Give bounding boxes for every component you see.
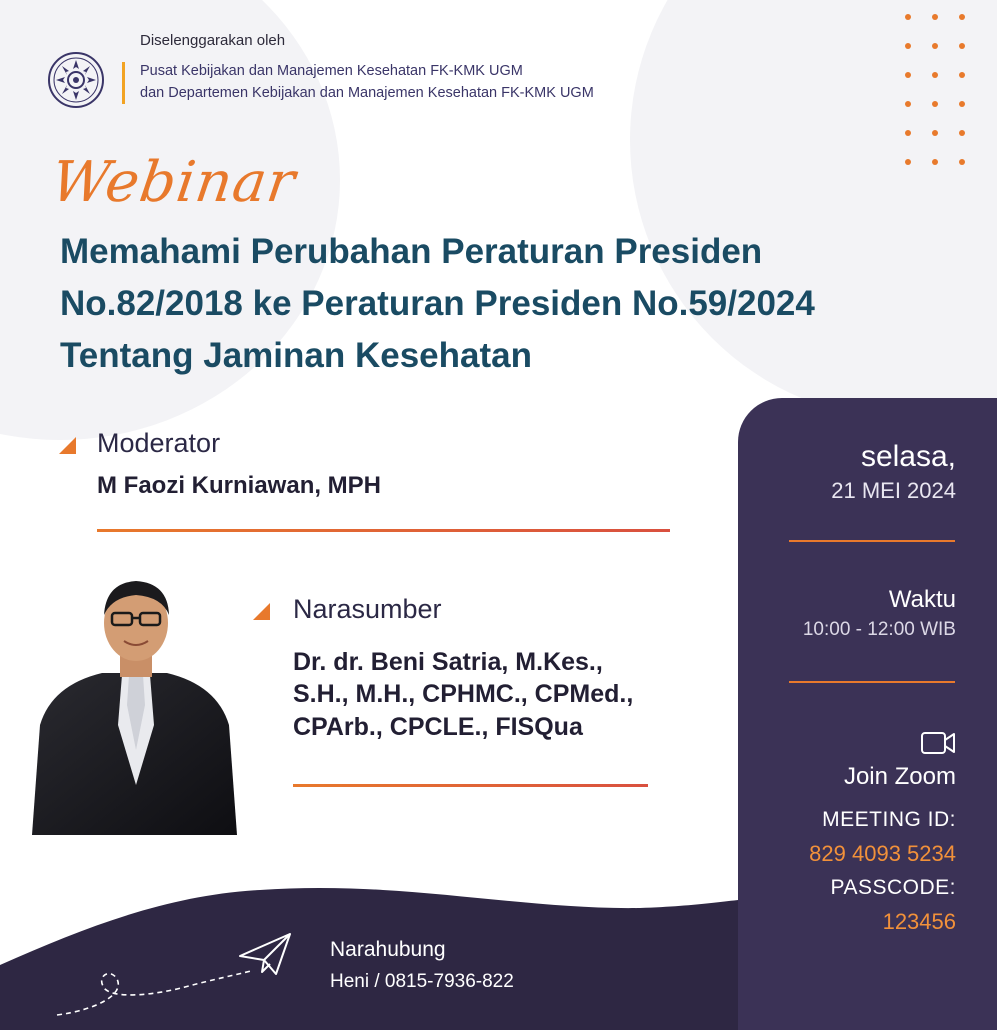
moderator-divider	[97, 529, 670, 532]
paper-plane-icon	[236, 930, 296, 978]
speaker-triangle-icon	[253, 603, 270, 620]
speaker-divider	[293, 784, 648, 787]
speaker-name-line-1: Dr. dr. Beni Satria, M.Kes.,	[293, 648, 603, 676]
organizer-label: Diselenggarakan oleh	[140, 32, 286, 49]
schedule-day: selasa,	[860, 440, 956, 473]
time-label: Waktu	[888, 586, 956, 613]
ugm-logo-icon	[47, 51, 105, 109]
schedule-date: 21 MEI 2024	[831, 478, 956, 503]
organizer-line-1: Pusat Kebijakan dan Manajemen Kesehatan FK-KMK UGM	[140, 63, 523, 79]
schedule-divider-2	[789, 681, 955, 683]
passcode-value: 123456	[882, 909, 956, 934]
passcode-label: PASSCODE:	[830, 876, 956, 899]
speaker-photo	[32, 575, 237, 835]
organizer-divider	[122, 62, 125, 104]
speaker-name-line-3: CPArb., CPCLE., FISQua	[293, 713, 583, 741]
organizer-line-2: dan Departemen Kebijakan dan Manajemen Kesehatan FK-KMK UGM	[140, 85, 594, 101]
contact-value: Heni / 0815-7936-822	[330, 971, 514, 992]
webinar-heading: Webinar	[47, 150, 300, 215]
speaker-name-line-2: S.H., M.H., CPHMC., CPMed.,	[293, 680, 634, 708]
title-line-1: Memahami Perubahan Peraturan Presiden	[60, 232, 763, 271]
title-line-2: No.82/2018 ke Peraturan Presiden No.59/2024	[60, 284, 815, 323]
dashed-trail-decoration	[55, 965, 255, 1025]
moderator-triangle-icon	[59, 437, 76, 454]
join-zoom-label: Join Zoom	[843, 763, 956, 790]
video-camera-icon	[920, 730, 956, 756]
contact-label: Narahubung	[330, 938, 446, 961]
time-value: 10:00 - 12:00 WIB	[802, 619, 956, 640]
decorative-dot-grid	[905, 14, 975, 174]
meeting-id-value: 829 4093 5234	[809, 841, 956, 866]
title-line-3: Tentang Jaminan Kesehatan	[60, 336, 532, 375]
speaker-label: Narasumber	[293, 594, 442, 624]
meeting-id-label: MEETING ID:	[822, 808, 956, 831]
moderator-name: M Faozi Kurniawan, MPH	[97, 472, 382, 499]
moderator-label: Moderator	[97, 428, 221, 458]
schedule-divider-1	[789, 540, 955, 542]
